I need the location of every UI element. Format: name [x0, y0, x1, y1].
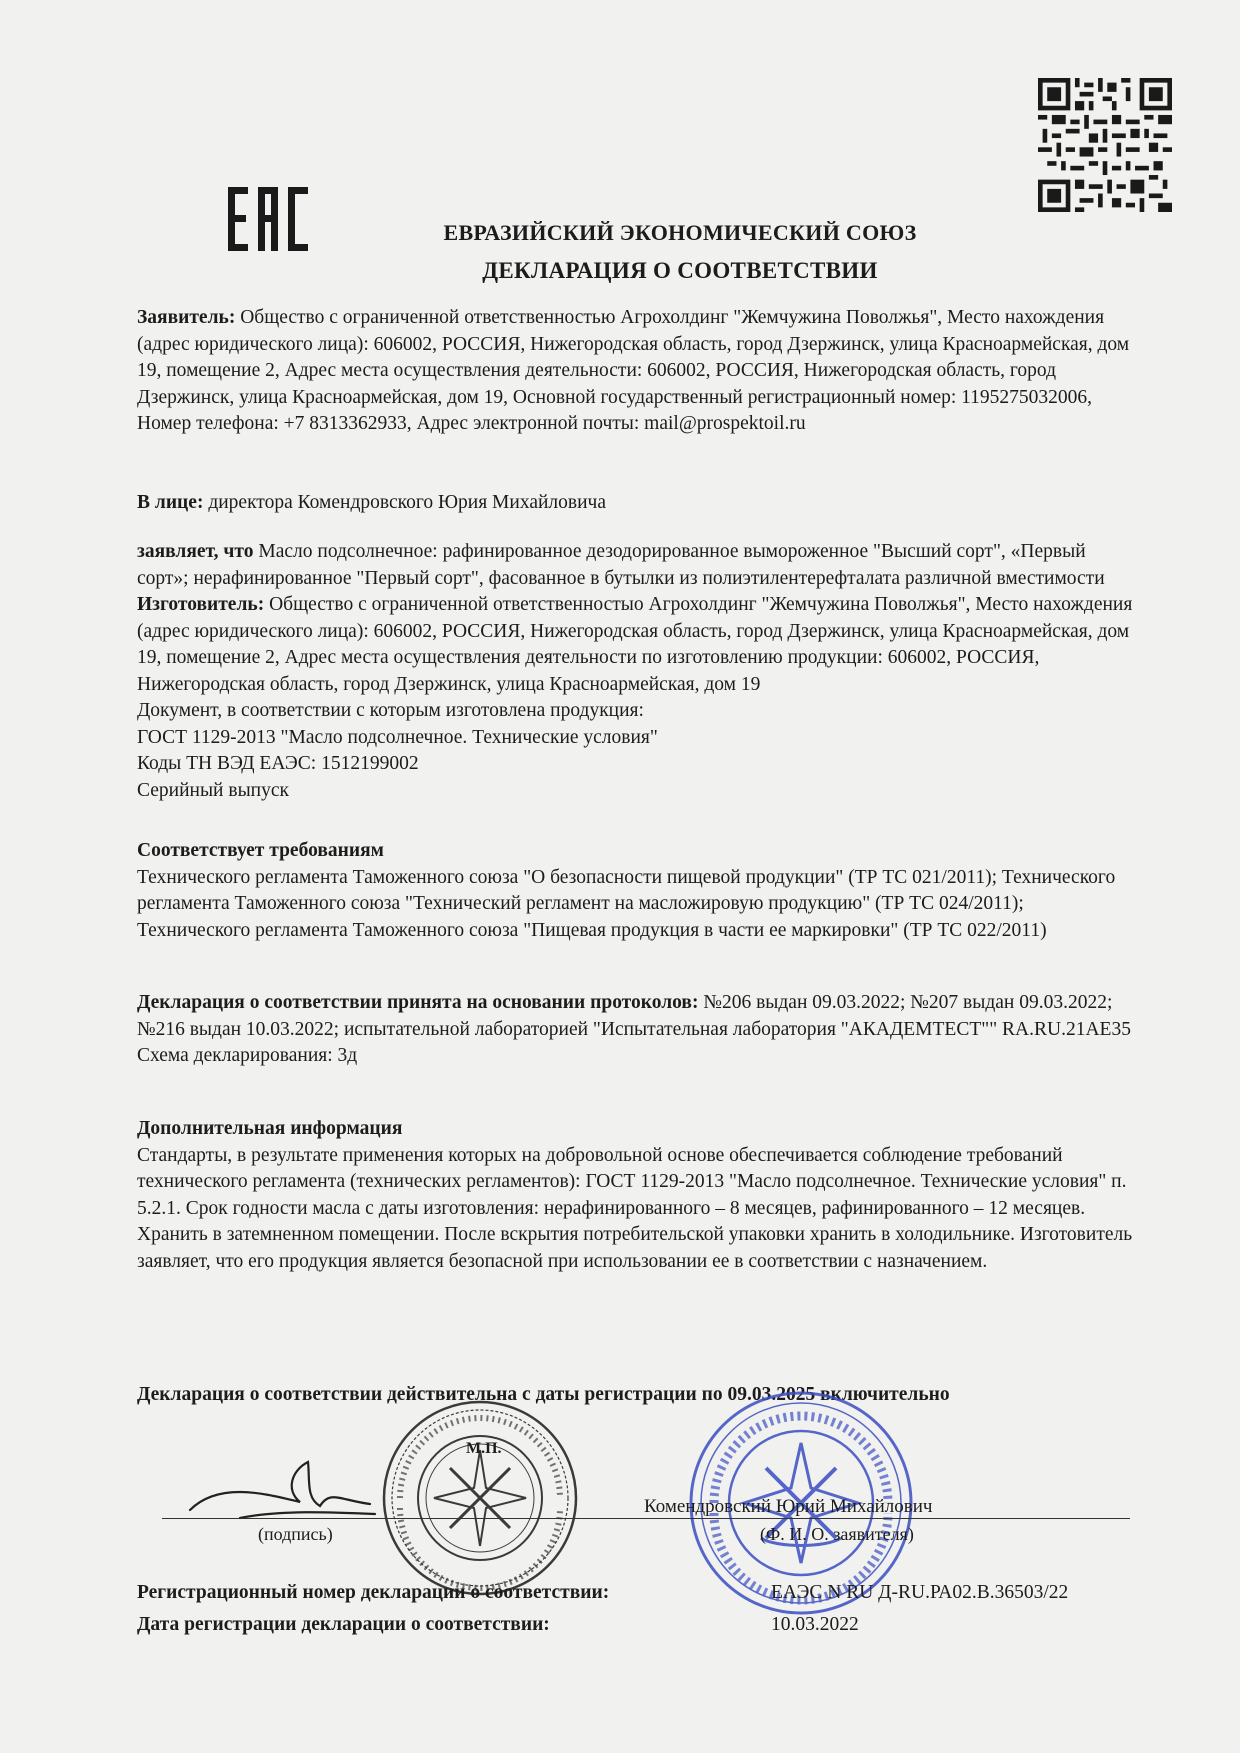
handwritten-signature-icon [180, 1440, 380, 1525]
basis-label: Декларация о соответствии принята на основании протоколов: [137, 992, 699, 1013]
gost-line: ГОСТ 1129-2013 "Масло подсолнечное. Технические условия" [137, 726, 658, 748]
scheme-line: Схема декларирования: 3д [137, 1045, 358, 1066]
representative-text: директора Комендровского Юрия Михайловича [203, 492, 607, 513]
additional-heading: Дополнительная информация [137, 1118, 403, 1139]
applicant-block [137, 305, 1137, 438]
document-title: ДЕКЛАРАЦИЯ О СООТВЕТСТВИИ [482, 258, 878, 283]
compliance-heading: Соответствует требованиям [137, 840, 384, 861]
applicant-contacts: Номер телефона: +7 8313362933, Адрес электронной почты: mail@prospektoil.ru [137, 413, 806, 434]
compliance-text: Технического регламента Таможенного союза "О безопасности пищевой продукции" (ТР ТС 021/2011); Технического регламента Таможенного союза "Технический регламент на масложировую продукцию" (ТР ТС 024/2011); Технического регламента Таможенного союза "Пищевая продукция в части ее маркировки" (ТР ТС 022/2011) [137, 866, 1116, 941]
representative-label: В лице: [137, 492, 204, 513]
registration-number-label: Регистрационный номер декларации о соответствии: [137, 1582, 610, 1603]
basis-text: №206 выдан 09.03.2022; №207 выдан 09.03.2022; №216 выдан 10.03.2022; испытательной лабораторией "Испытательная лаборатория "АКАДЕМТЕСТ"" RA.RU.21АЕ35 [137, 992, 1131, 1040]
registration-date-label: Дата регистрации декларации о соответствии: [137, 1614, 550, 1635]
signature-line [162, 1518, 1130, 1519]
name-caption: (Ф. И. О. заявителя) [760, 1524, 914, 1544]
mp-label: М.П. [466, 1440, 502, 1457]
signature-caption: (подпись) [258, 1524, 333, 1544]
gray-seal-stamp-icon [380, 1398, 580, 1598]
product-block [137, 539, 1137, 804]
registration-number-value: ЕАЭС N RU Д-RU.РА02.В.36503/22 [771, 1582, 1069, 1603]
declares-label: заявляет, что [137, 541, 254, 562]
manufacturer-text: Общество с ограниченной ответственностыо Агрохолдинг "Жемчужина Поволжья", Место нахождения (адрес юридического лица): 606002, РОССИЯ, Нижегородская область, город Дзержинск, улица Красноармейская, дом 19, помещение 2, Адрес места осуществления деятельности по изготовлению продукции: 606002, РОССИЯ, Нижегородская область, город Дзержинск, улица Красноармейская, дом 19 [137, 594, 1133, 695]
codes-line: Коды ТН ВЭД ЕАЭС: 1512199002 [137, 753, 419, 774]
applicant-text: Общество с ограниченной ответственностью Агрохолдинг "Жемчужина Поволжья", Место нахождения (адрес юридического лица): 606002, РОССИЯ, Нижегородская область, город Дзержинск, улица Красноармейская, дом 19, помещение 2, Адрес места осуществления деятельности: 606002, РОССИЯ, Нижегородская область, город Дзержинск, улица Красноармейская, дом 19, Основной государственный регистрационный номер: 1195275032006, [137, 307, 1130, 408]
declares-text: Масло подсолнечное: рафинированное дезодорированное вымороженное "Высший сорт", «Первый сорт»; нерафинированное "Первый сорт", фасованное в бутылки из полиэтилентерефталата различной вместимости [137, 541, 1105, 589]
signatory-name: Комендровский Юрий Михайлович [644, 1496, 933, 1517]
serial-line: Серийный выпуск [137, 779, 289, 801]
document-line: Документ, в соответствии с которым изготовлена продукция: [137, 700, 644, 721]
additional-block [137, 1116, 1137, 1275]
applicant-label: Заявитель: [137, 307, 236, 328]
compliance-block [137, 838, 1137, 944]
additional-text: Стандарты, в результате применения которых на добровольной основе обеспечивается соблюдение требований технического регламента (технических регламентов): ГОСТ 1129-2013 "Масло подсолнечное. Технические условия" п. 5.2.1. Срок годности масла с даты изготовления: нерафинированного – 8 месяцев, рафинированного – 12 месяцев. Хранить в затемненном помещении. После вскрытия потребительской упаковки хранить в холодильнике. Изготовитель заявляет, что его продукция является безопасной при использовании ее в соответствии с назначением. [137, 1144, 1133, 1272]
manufacturer-label: Изготовитель: [137, 594, 265, 615]
union-title: ЕВРАЗИЙСКИЙ ЭКОНОМИЧЕСКИЙ СОЮЗ [443, 220, 917, 245]
qr-code-icon [1038, 78, 1172, 212]
validity-line: Декларация о соответствии действительна с даты регистрации по 09.03.2025 включительно [137, 1384, 950, 1405]
representative-block [137, 490, 1137, 517]
registration-date-value: 10.03.2022 [771, 1614, 859, 1635]
basis-block [137, 990, 1137, 1070]
